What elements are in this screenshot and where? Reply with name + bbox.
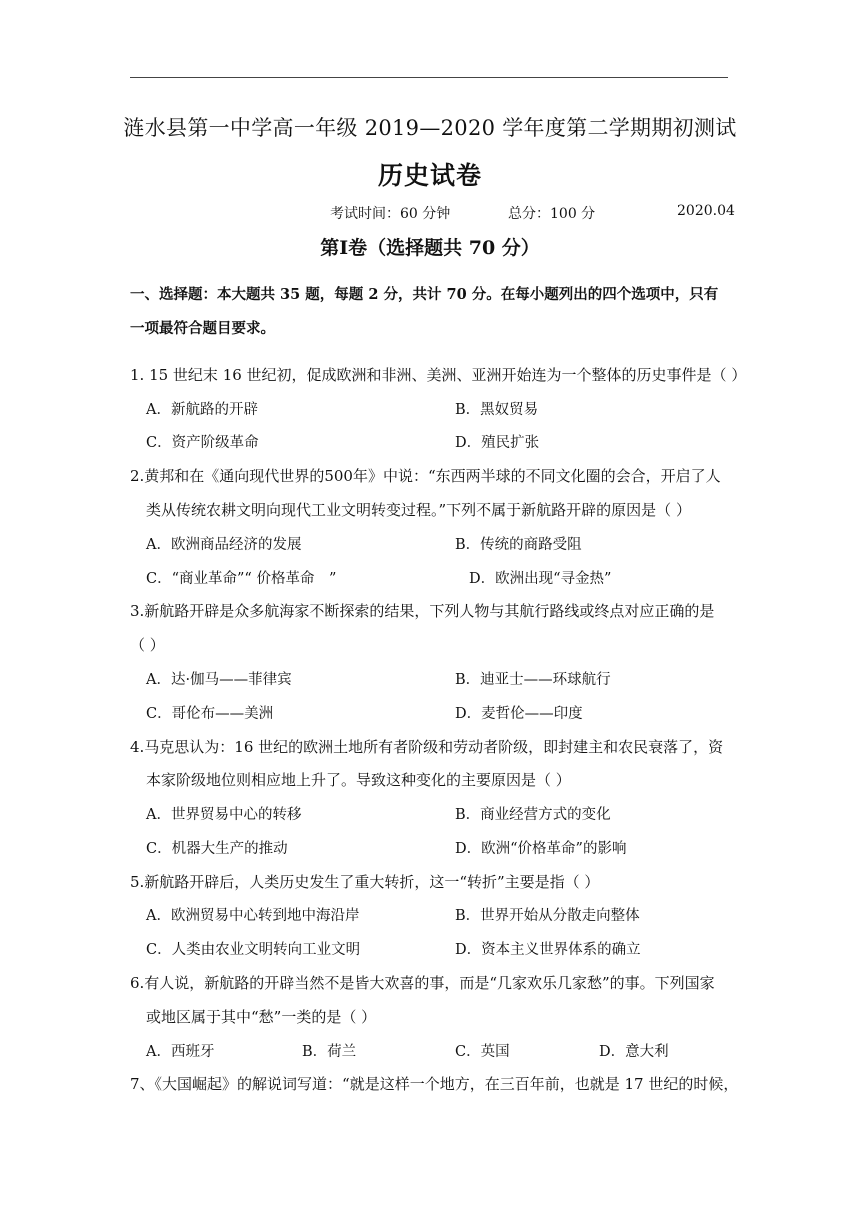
question-5-option-c: C．人类由农业文明转向工业文明: [146, 942, 361, 958]
question-2-option-d: D．欧洲出现“寻金热”: [469, 571, 612, 587]
question-6-stem-cont: 或地区属于其中“愁”一类的是（ ）: [146, 1008, 377, 1026]
question-4-stem: 4.马克思认为：16 世纪的欧洲土地所有者阶级和劳动者阶级，即封建主和农民衰落了，资: [130, 738, 724, 756]
question-3-option-a: A．达·伽马——菲律宾: [146, 672, 292, 688]
question-6-option-a: A．西班牙: [146, 1044, 215, 1060]
question-4-stem-cont: 本家阶级地位则相应地上升了。导致这种变化的主要原因是（ ）: [146, 771, 571, 789]
volume-title: 第Ⅰ卷（选择题共 70 分）: [320, 237, 540, 259]
instructions-line-2: 一项最符合题目要求。: [130, 320, 275, 337]
question-3-stem-cont: （ ）: [130, 636, 165, 654]
question-1-option-c: C．资产阶级革命: [146, 435, 259, 451]
question-1-option-a: A．新航路的开辟: [146, 402, 258, 418]
subject-title: 历史试卷: [377, 161, 482, 190]
question-2-option-b: B．传统的商路受阻: [455, 537, 582, 553]
question-1-option-d: D．殖民扩张: [455, 435, 540, 451]
question-3-option-b: B．迪亚士——环球航行: [455, 672, 611, 688]
question-6-option-b: B．荷兰: [302, 1044, 357, 1060]
question-4-option-a: A．世界贸易中心的转移: [146, 807, 302, 823]
question-2-option-a: A．欧洲商品经济的发展: [146, 537, 302, 553]
question-1-stem: 1. 15 世纪末 16 世纪初，促成欧洲和非洲、美洲、亚洲开始连为一个整体的历史事件是（ ）: [130, 366, 747, 384]
question-7-stem: 7、《大国崛起》的解说词写道：“就是这样一个地方，在三百年前，也就是 17 世纪的时候，: [130, 1075, 739, 1093]
total-score: 总分：100 分: [508, 206, 596, 222]
question-4-option-d: D．欧洲“价格革命”的影响: [455, 841, 627, 857]
school-title: 涟水县第一中学高一年级 2019—2020 学年度第二学期期初测试: [123, 116, 737, 140]
question-6-stem: 6.有人说，新航路的开辟当然不是皆大欢喜的事，而是“几家欢乐几家愁”的事。下列国家: [130, 974, 715, 992]
question-5-option-a: A．欧洲贸易中心转到地中海沿岸: [146, 908, 360, 924]
question-4-option-b: B．商业经营方式的变化: [455, 807, 611, 823]
question-2-stem: 2.黄邦和在《通向现代世界的500年》中说：“东西两半球的不同文化圈的会合，开启了人: [130, 467, 721, 485]
header-rule: [130, 77, 728, 78]
question-5-option-b: B．世界开始从分散走向整体: [455, 908, 640, 924]
question-3-stem: 3.新航路开辟是众多航海家不断探索的结果，下列人物与其航行路线或终点对应正确的是: [130, 602, 715, 620]
instructions-line-1: 一、选择题：本大题共 35 题，每题 2 分，共计 70 分。在每小题列出的四个选项中，只有: [130, 286, 719, 303]
exam-date: 2020.04: [677, 203, 735, 219]
exam-time: 考试时间：60 分钟: [330, 206, 451, 222]
question-3-option-c: C．哥伦布——美洲: [146, 706, 274, 722]
question-4-option-c: C．机器大生产的推动: [146, 841, 288, 857]
question-2-option-c: C．“商业革命”“ 价格革命 ”: [146, 571, 337, 587]
question-5-stem: 5.新航路开辟后，人类历史发生了重大转折，这一“转折”主要是指（ ）: [130, 873, 600, 891]
question-6-option-d: D．意大利: [599, 1044, 669, 1060]
question-6-option-c: C．英国: [455, 1044, 510, 1060]
question-1-option-b: B．黑奴贸易: [455, 402, 539, 418]
question-5-option-d: D．资本主义世界体系的确立: [455, 942, 641, 958]
question-3-option-d: D．麦哲伦——印度: [455, 706, 583, 722]
question-2-stem-cont: 类从传统农耕文明向现代工业文明转变过程。”下列不属于新航路开辟的原因是（ ）: [146, 501, 691, 519]
